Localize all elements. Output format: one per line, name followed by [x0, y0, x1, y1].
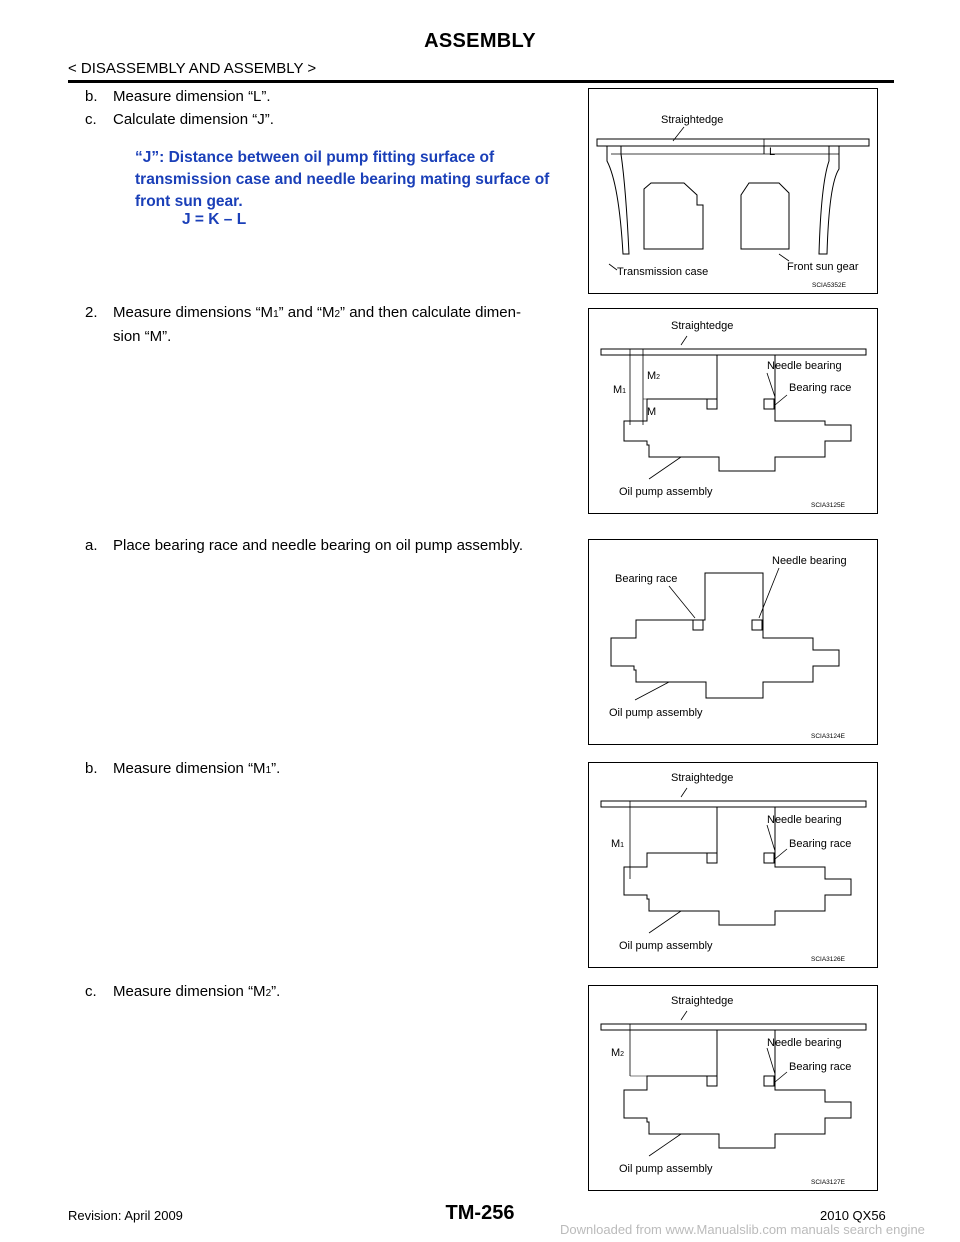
bearing-right: [764, 853, 774, 863]
label-bearing-race: Bearing race: [789, 1061, 852, 1073]
step-text-2: ” and “M: [278, 304, 335, 321]
figure-measure-m1: [588, 762, 878, 968]
figure-measure-m2: [588, 985, 878, 1191]
model-year: 2010 QX56: [820, 1208, 886, 1223]
bearing-left: [707, 1076, 717, 1086]
label-oil-pump: Oil pump assembly: [609, 707, 703, 719]
label-oil-pump: Oil pump assembly: [619, 1163, 713, 1175]
step-label: c.: [85, 111, 97, 128]
label-l: L: [769, 146, 776, 158]
figure-measure-m2-drawing: [589, 986, 877, 1190]
step-label: b.: [85, 760, 98, 777]
figure-code: SCIA3124E: [811, 733, 845, 740]
straightedge-bar: [597, 139, 869, 146]
label-needle-bearing: Needle bearing: [772, 555, 847, 567]
j-formula: J = K – L: [182, 211, 247, 228]
step-label: a.: [85, 537, 98, 554]
step-subscript: 1: [265, 765, 272, 776]
figure-measure-m-drawing: [589, 309, 877, 513]
label-straightedge: Straightedge: [671, 995, 734, 1007]
step-subscript-1: 1: [273, 309, 279, 320]
oil-pump-outline: [624, 355, 851, 471]
label-bearing-race: Bearing race: [615, 573, 678, 585]
bearing-left: [707, 399, 717, 409]
step-label: 2.: [85, 304, 98, 321]
figure-code: SCIA3127E: [811, 1179, 845, 1186]
label-oil-pump: Oil pump assembly: [619, 940, 713, 952]
oil-pump-outline: [611, 573, 839, 698]
step-measure-m2: [85, 981, 280, 1005]
straightedge-bar: [601, 1024, 866, 1030]
label-straightedge: Straightedge: [671, 772, 734, 784]
figure-code: SCIA3125E: [811, 502, 845, 509]
step-text-1: Measure dimension “M: [113, 983, 266, 1000]
step-calculate-j: [85, 109, 274, 131]
front-sun-gear-shape: [741, 183, 789, 249]
step-text: Measure dimension “L”.: [113, 88, 271, 105]
label-straightedge: Straightedge: [661, 114, 724, 126]
revision-date: Revision: April 2009: [68, 1208, 183, 1223]
step-measure-m1: [85, 758, 280, 782]
step-measure-m: [85, 302, 575, 348]
label-transmission-case: Transmission case: [617, 266, 709, 278]
label-m: M: [647, 406, 657, 418]
label-straightedge: Straightedge: [671, 320, 734, 332]
bearing-right: [764, 1076, 774, 1086]
figure-measure-m: [588, 308, 878, 514]
step-measure-l: [85, 86, 271, 108]
figure-measure-m1-drawing: [589, 763, 877, 967]
inner-part-left: [644, 183, 703, 249]
transmission-case-left: [607, 146, 629, 254]
label-oil-pump: Oil pump assembly: [619, 486, 713, 498]
bearing-left: [693, 620, 703, 630]
j-definition-note: “J”: Distance between oil pump fitting surface of transmission case and needle bearing mating surface of front sun gear.: [135, 149, 550, 210]
step-text: Calculate dimension “J”.: [113, 111, 274, 128]
download-watermark: Downloaded from www.Manualslib.com manuals search engine: [560, 1222, 925, 1237]
figure-code: SCIA3126E: [811, 956, 845, 963]
bearing-left: [707, 853, 717, 863]
step-text: Place bearing race and needle bearing on oil pump assembly.: [113, 537, 523, 554]
step-label: c.: [85, 983, 97, 1000]
label-front-sun-gear: Front sun gear: [787, 261, 859, 273]
step-place-bearing: [85, 535, 523, 557]
title-divider: [68, 80, 894, 83]
section-subtitle: < DISASSEMBLY AND ASSEMBLY >: [68, 60, 317, 77]
figure-place-bearing: [588, 539, 878, 745]
bearing-right: [752, 620, 762, 630]
page-title: ASSEMBLY: [424, 30, 536, 52]
step-text-3: ” and then calculate dimen-: [340, 304, 521, 321]
transmission-case-right: [819, 146, 839, 254]
step-subscript-2: 2: [334, 309, 341, 320]
label-m1: M1: [613, 384, 627, 396]
straightedge-bar: [601, 349, 866, 355]
page-number: TM-256: [445, 1202, 515, 1224]
label-needle-bearing: Needle bearing: [767, 360, 842, 372]
step-text-2: ”.: [271, 983, 281, 1000]
label-m2: M2: [611, 1047, 625, 1059]
label-m1: M1: [611, 838, 625, 850]
label-m2: M2: [647, 370, 661, 382]
figure-place-bearing-drawing: [589, 540, 877, 744]
label-needle-bearing: Needle bearing: [767, 814, 842, 826]
step-text-1: Measure dimensions “M: [113, 304, 274, 321]
straightedge-bar: [601, 801, 866, 807]
label-needle-bearing: Needle bearing: [767, 1037, 842, 1049]
step-text-1: Measure dimension “M: [113, 760, 266, 777]
label-bearing-race: Bearing race: [789, 382, 852, 394]
step-text-2: ”.: [271, 760, 281, 777]
bearing-right: [764, 399, 774, 409]
figure-code: SCIA5352E: [812, 282, 846, 289]
figure-measure-l: [588, 88, 878, 294]
step-text-4: sion “M”.: [113, 328, 172, 345]
step-subscript: 2: [265, 988, 272, 999]
step-label: b.: [85, 88, 98, 105]
label-bearing-race: Bearing race: [789, 838, 852, 850]
figure-measure-l-drawing: [589, 89, 877, 293]
